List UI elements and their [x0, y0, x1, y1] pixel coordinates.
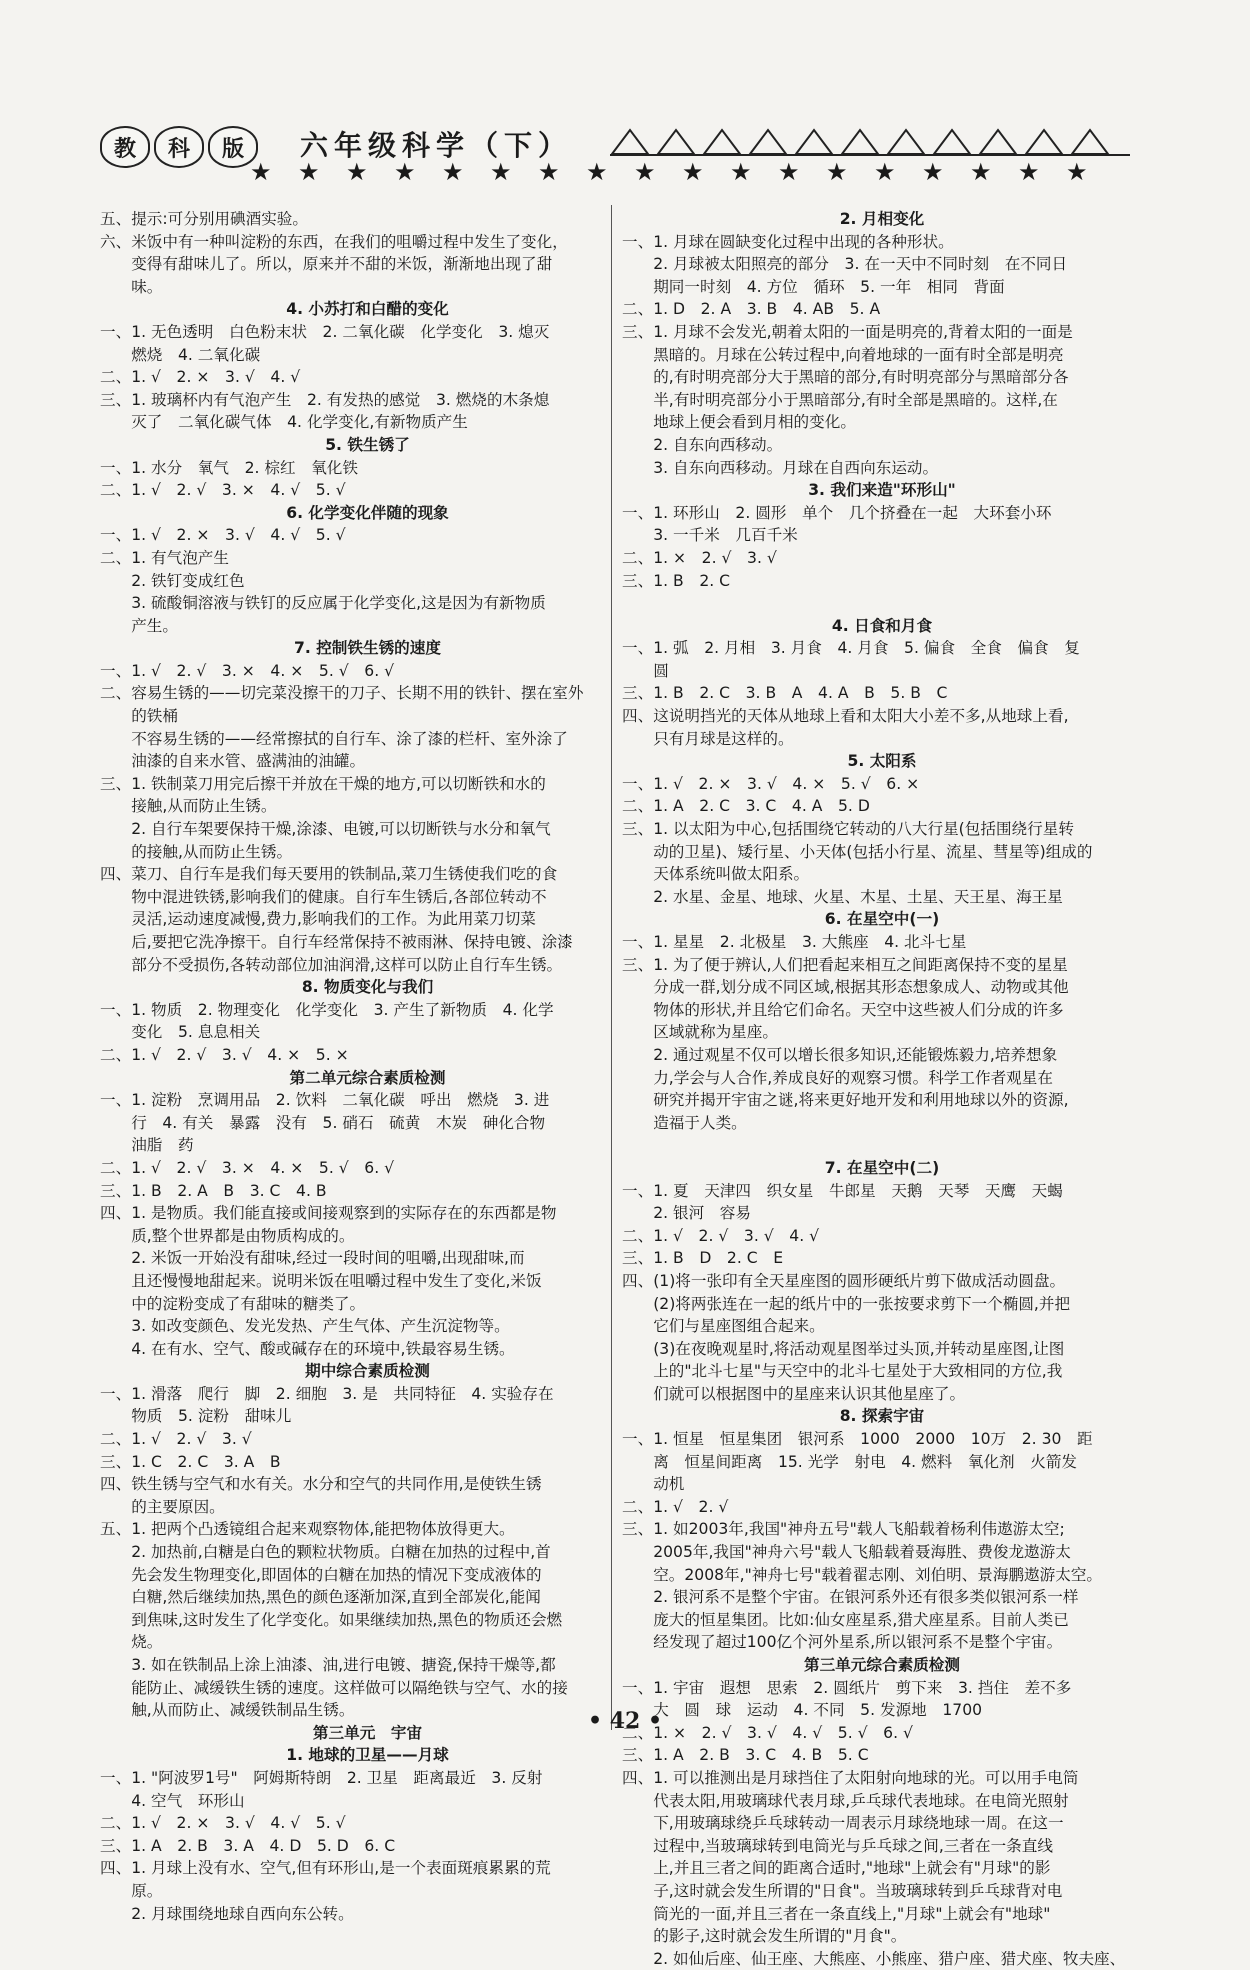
answer-line: 部分不受损伤,各转动部位加油润滑,这样可以防止自行车生锈。 [100, 955, 563, 974]
answer-line: 2. 加热前,白糖是白色的颗粒状物质。白糖在加热的过程中,首 [100, 1543, 551, 1562]
answer-line: 接触,从而防止生锈。 [100, 797, 277, 816]
answer-line: 能防止、减缓铁生锈的速度。这样做可以隔绝铁与空气、水的接 [100, 1678, 568, 1697]
answer-line: 二、1. √ 2. √ 3. √ 4. √ [622, 1226, 820, 1245]
edition-badges [100, 126, 258, 168]
section-heading: 6. 在星空中(一) [824, 910, 940, 929]
answer-line: 2. 银河系不是整个宇宙。在银河系外还有很多类似银河系一样 [622, 1588, 1079, 1607]
answer-line: 一、1. 宇宙 遐想 思索 2. 圆纸片 剪下来 3. 挡住 差不多 [622, 1678, 1072, 1697]
answer-line: 造福于人类。 [622, 1113, 747, 1132]
answer-line: 原。 [100, 1881, 163, 1900]
answer-line: 庞大的恒星集团。比如:仙女座星系,猎犬座星系。目前人类已 [622, 1610, 1069, 1629]
answer-line: 后,要把它洗净擦干。自行车经常保持不被雨淋、保持电镀、涂漆 [100, 933, 573, 951]
section-heading: 8. 探索宇宙 [839, 1407, 925, 1426]
section-heading: 4. 小苏打和白醋的变化 [286, 300, 449, 319]
svg-text:★: ★ [922, 158, 944, 184]
answer-line: 地球上便会看到月相的变化。 [622, 413, 856, 432]
answer-line: 二、容易生锈的——切完菜没擦干的刀子、长期不用的铁针、摆在室外 [100, 684, 584, 703]
answer-line: 天体系统叫做太阳系。 [622, 865, 810, 884]
svg-text:★: ★ [586, 158, 608, 184]
answer-line: 三、1. C 2. C 3. A B [100, 1452, 281, 1471]
svg-text:★: ★ [250, 158, 272, 184]
edition-badge: 科 [154, 126, 204, 168]
answer-line: 三、1. 玻璃杯内有气泡产生 2. 有发热的感觉 3. 燃烧的木条熄 [100, 390, 550, 409]
answer-line: 2. 月球被太阳照亮的部分 3. 在一天中不同时刻 在不同日 [622, 255, 1068, 274]
answer-line: 三、1. 月球不会发光,朝着太阳的一面是明亮的,背着太阳的一面是 [622, 322, 1073, 341]
answer-line: 行 4. 有关 暴露 没有 5. 硝石 硫黄 木炭 砷化合物 [100, 1113, 546, 1132]
answer-line: 3. 自东向西移动。月球在自西向东运动。 [622, 458, 939, 477]
answer-line: 动机 [622, 1475, 685, 1494]
answer-line: 物中混进铁锈,影响我们的健康。自行车生锈后,各部位转动不 [100, 887, 547, 906]
answer-line: 二、1. √ 2. √ 3. √ [100, 1430, 252, 1449]
answer-line: 物体的形状,并且给它们命名。天空中这些被人们分成的许多 [622, 1000, 1064, 1019]
section-heading: 2. 月相变化 [839, 210, 925, 228]
answer-line: 六、米饭中有一种叫淀粉的东西，在我们的咀嚼过程中发生了变化， [100, 232, 568, 251]
answer-line: 只有月球是这样的。 [622, 729, 794, 748]
answer-line: 四、1. 是物质。我们能直接或间接观察到的实际存在的东西都是物 [100, 1204, 557, 1223]
answer-line: 期同一时刻 4. 方位 循环 5. 一年 相同 背面 [622, 277, 1005, 296]
answer-column-right [622, 208, 1142, 1970]
section-heading: 第三单元综合素质检测 [804, 1656, 960, 1674]
answer-line: 二、1. √ 2. × 3. √ 4. √ [100, 368, 301, 387]
section-heading: 第三单元 宇宙 [312, 1723, 423, 1742]
answer-line: 3. 如改变颜色、发光发热、产生气体、产生沉淀物等。 [100, 1317, 510, 1336]
section-heading: 1. 地球的卫星——月球 [286, 1746, 449, 1765]
answer-line: 二、1. D 2. A 3. B 4. AB 5. A [622, 300, 881, 319]
svg-text:★: ★ [346, 158, 368, 184]
answer-line [622, 592, 1142, 615]
answer-line: 触,从而防止、减缓铁制品生锈。 [100, 1701, 355, 1720]
answer-line: 五、1. 把两个凸透镜组合起来观察物体,能把物体放得更大。 [100, 1520, 515, 1539]
answer-line: 空。2008年,"神舟七号"载着翟志刚、刘伯明、景海鹏遨游太空。 [622, 1565, 1103, 1584]
answer-line: 3. 如在铁制品上涂上油漆、油,进行电镀、搪瓷,保持干燥等,都 [100, 1656, 556, 1674]
answer-line: 灵活,运动速度减慢,费力,影响我们的工作。为此用菜刀切菜 [100, 910, 536, 929]
answer-line: 烧。 [100, 1633, 163, 1652]
answer-line: 三、1. 如2003年,我国"神舟五号"载人飞船载着杨利伟遨游太空; [622, 1520, 1065, 1539]
answer-line: 变化 5. 息息相关 [100, 1023, 261, 1042]
answer-line: 变得有甜味儿了。所以，原来并不甜的米饭，渐渐地出现了甜 [100, 255, 553, 274]
svg-text:★: ★ [442, 158, 464, 184]
answer-line: 3. 一千米 几百千米 [622, 526, 798, 545]
svg-text:★: ★ [874, 158, 896, 184]
svg-text:★: ★ [1018, 158, 1040, 184]
answer-line: 动的卫星)、矮行星、小天体(包括小行星、流星、彗星等)组成的 [622, 842, 1093, 861]
answer-line: 三、1. A 2. B 3. A 4. D 5. D 6. C [100, 1836, 396, 1855]
answer-line: 先会发生物理变化,即固体的白糖在加热的情况下变成液体的 [100, 1565, 542, 1584]
svg-text:★: ★ [490, 158, 512, 184]
edition-badge: 教 [100, 126, 150, 168]
answer-line [622, 1134, 1142, 1157]
answer-line: 4. 在有水、空气、酸或碱存在的环境中,铁最容易生锈。 [100, 1339, 515, 1358]
answer-line: (3)在夜晚观星时,将活动观星图举过头顶,并转动星座图,让图 [622, 1339, 1065, 1358]
answer-line: 一、1. 淀粉 烹调用品 2. 饮料 二氧化碳 呼出 燃烧 3. 进 [100, 1091, 550, 1110]
answer-line: 2005年,我国"神舟六号"载人飞船载着聂海胜、费俊龙遨游太 [622, 1543, 1071, 1562]
answer-line: 它们与星座图组合起来。 [622, 1317, 825, 1336]
answer-line: 一、1. 月球在圆缺变化过程中出现的各种形状。 [622, 232, 954, 251]
answer-line: 二、1. 有气泡产生 [100, 548, 229, 567]
answer-line: 一、1. 星星 2. 北极星 3. 大熊座 4. 北斗七星 [622, 933, 967, 951]
answer-line: 不容易生锈的——经常擦拭的自行车、涂了漆的栏杆、室外涂了 [100, 729, 568, 748]
answer-line: 2. 米饭一开始没有甜味,经过一段时间的咀嚼,出现甜味,而 [100, 1249, 525, 1268]
answer-line: 二、1. × 2. √ 3. √ [622, 548, 777, 567]
svg-text:★: ★ [394, 158, 416, 184]
answer-line: 一、1. √ 2. √ 3. × 4. × 5. √ 6. √ [100, 661, 395, 680]
section-heading: 期中综合素质检测 [305, 1362, 430, 1381]
answer-line: 力,学会与人合作,养成良好的观察习惯。科学工作者观星在 [622, 1068, 1053, 1087]
answer-line: 到焦味,这时发生了化学变化。如果继续加热,黑色的物质还会燃 [100, 1610, 563, 1629]
answer-line: 过程中,当玻璃球转到电筒光与乒乓球之间,三者在一条直线 [622, 1836, 1053, 1855]
section-heading: 第二单元综合素质检测 [289, 1068, 446, 1087]
answer-line: 经发现了超过100亿个河外星系,所以银河系不是整个宇宙。 [622, 1633, 1063, 1652]
answer-line: 二、1. × 2. √ 3. √ 4. √ 5. √ 6. √ [622, 1723, 913, 1742]
answer-line: 四、这说明挡光的天体从地球上看和太阳大小差不多,从地球上看, [622, 707, 1069, 726]
answer-line: 筒光的一面,并且三者在一条直线上,"月球"上就会有"地球" [622, 1904, 1051, 1923]
answer-line: 四、(1)将一张印有全天星座图的圆形硬纸片剪下做成活动圆盘。 [622, 1271, 1066, 1290]
answer-line: 子,这时就会发生所谓的"日食"。当玻璃球转到乒乓球背对电 [622, 1881, 1063, 1900]
answer-line: 分成一群,划分成不同区域,根据其形态想象成人、动物或其他 [622, 978, 1069, 997]
page-title: 六年级科学（下） [300, 129, 573, 162]
answer-line: 物质 5. 淀粉 甜味儿 [100, 1407, 292, 1426]
answer-line: 四、1. 可以推测出是月球挡住了太阳射向地球的光。可以用手电筒 [622, 1768, 1079, 1787]
answer-line: 大 圆 球 运动 4. 不同 5. 发源地 1700 [622, 1701, 983, 1720]
answer-line: 三、1. A 2. B 3. C 4. B 5. C [622, 1746, 869, 1765]
answer-line: 五、提示:可分别用碘酒实验。 [100, 210, 308, 228]
svg-text:★: ★ [538, 158, 560, 184]
column-divider [611, 205, 612, 1730]
answer-line: 二、1. √ 2. √ 3. √ 4. × 5. × [100, 1045, 349, 1064]
answer-line: 四、1. 月球上没有水、空气,但有环形山,是一个表面斑痕累累的荒 [100, 1859, 551, 1878]
answer-line: 燃烧 4. 二氧化碳 [100, 345, 261, 364]
answer-line: 2. 水星、金星、地球、火星、木星、土星、天王星、海王星 [622, 887, 1063, 906]
answer-line: 2. 银河 容易 [622, 1204, 751, 1223]
answer-line: 圆 [622, 661, 669, 680]
answer-line: 一、1. √ 2. × 3. √ 4. × 5. √ 6. × [622, 774, 920, 793]
answer-line: 4. 空气 环形山 [100, 1791, 245, 1810]
answer-line: 中的淀粉变成了有甜味的糖类了。 [100, 1294, 366, 1313]
svg-text:★: ★ [1066, 158, 1088, 184]
answer-line: (2)将两张连在一起的纸片中的一张按要求剪下一个椭圆,并把 [622, 1294, 1071, 1313]
answer-line: 代表太阳,用玻璃球代表月球,乒乓球代表地球。在电筒光照射 [622, 1791, 1069, 1810]
answer-line: 油脂 药 [100, 1136, 194, 1155]
answer-column-left [100, 208, 635, 1925]
svg-text:★: ★ [730, 158, 752, 184]
answer-line: 的接触,从而防止生锈。 [100, 842, 293, 861]
answer-line: 二、1. √ 2. × 3. √ 4. √ 5. √ [100, 1814, 346, 1833]
answer-line: 灭了 二氧化碳气体 4. 化学变化,有新物质产生 [100, 413, 468, 432]
answer-line: 2. 如仙后座、仙王座、大熊座、小熊座、猎户座、猎犬座、牧夫座、 [622, 1949, 1126, 1968]
svg-text:★: ★ [970, 158, 992, 184]
edition-badge: 版 [208, 126, 258, 168]
answer-line: 2. 通过观星不仅可以增长很多知识,还能锻炼毅力,培养想象 [622, 1045, 1058, 1064]
answer-line: 一、1. 无色透明 白色粉末状 2. 二氧化碳 化学变化 3. 熄灭 [100, 322, 550, 341]
section-heading: 6. 化学变化伴随的现象 [286, 503, 449, 522]
section-heading: 3. 我们来造"环形山" [808, 481, 956, 500]
answer-line: 的影子,这时就会发生所谓的"月食"。 [622, 1927, 907, 1946]
answer-line: 2. 铁钉变成红色 [100, 571, 245, 590]
answer-line: 油漆的自来水管、盛满油的油罐。 [100, 752, 366, 771]
answer-line: 离 恒星间距离 15. 光学 射电 4. 燃料 氧化剂 火箭发 [622, 1452, 1078, 1471]
answer-line: 区域就称为星座。 [622, 1023, 778, 1042]
section-heading: 7. 在星空中(二) [824, 1158, 940, 1177]
answer-line: 质,整个世界都是由物质构成的。 [100, 1226, 355, 1245]
section-heading: 7. 控制铁生锈的速度 [294, 639, 441, 658]
answer-line: 的铁桶 [100, 707, 178, 726]
answer-line: 黑暗的。月球在公转过程中,向着地球的一面有时全部是明亮 [622, 345, 1064, 364]
answer-line: 四、铁生锈与空气和水有关。水分和空气的共同作用,是使铁生锈 [100, 1475, 542, 1494]
answer-line: 白糖,然后继续加热,黑色的颜色逐渐加深,直到全部炭化,能闻 [100, 1588, 541, 1607]
answer-line: 一、1. √ 2. × 3. √ 4. √ 5. √ [100, 526, 346, 545]
section-heading: 5. 太阳系 [847, 752, 917, 771]
svg-text:★: ★ [682, 158, 704, 184]
answer-line: 上,并且三者之间的距离合适时,"地球"上就会有"月球"的影 [622, 1859, 1051, 1878]
answer-line: 三、1. B 2. C 3. B A 4. A B 5. B C [622, 684, 948, 703]
triangle-decoration [610, 126, 1130, 156]
svg-text:★: ★ [298, 158, 320, 184]
answer-line: 一、1. 滑落 爬行 脚 2. 细胞 3. 是 共同特征 4. 实验存在 [100, 1384, 554, 1403]
answer-line: 二、1. √ 2. √ [622, 1497, 729, 1516]
section-heading: 5. 铁生锈了 [325, 435, 410, 454]
answer-line: 一、1. 物质 2. 物理变化 化学变化 3. 产生了新物质 4. 化学 [100, 1000, 554, 1019]
answer-line: 二、1. √ 2. √ 3. × 4. √ 5. √ [100, 481, 346, 500]
section-heading: 4. 日食和月食 [831, 616, 933, 635]
answer-line: 一、1. 弧 2. 月相 3. 月食 4. 月食 5. 偏食 全食 偏食 复 [622, 639, 1080, 658]
answer-line: 下,用玻璃球绕乒乓球转动一周表示月球绕地球一周。在这一 [622, 1814, 1064, 1833]
answer-line: 二、1. √ 2. √ 3. × 4. × 5. √ 6. √ [100, 1158, 395, 1177]
page-number: • 42 • [587, 1708, 663, 1734]
star-row-decoration [250, 156, 1130, 184]
svg-text:★: ★ [634, 158, 656, 184]
answer-line: 2. 自行车架要保持干燥,涂漆、电镀,可以切断铁与水分和氧气 [100, 820, 551, 839]
answer-line: 的主要原因。 [100, 1497, 225, 1516]
answer-line: 二、1. A 2. C 3. C 4. A 5. D [622, 797, 870, 816]
answer-line: 一、1. 水分 氧气 2. 棕红 氧化铁 [100, 458, 358, 477]
section-heading: 8. 物质变化与我们 [301, 978, 434, 997]
answer-line: 三、1. 以太阳为中心,包括围绕它转动的八大行星(包括围绕行星转 [622, 820, 1074, 839]
svg-text:★: ★ [826, 158, 848, 184]
answer-line: 的,有时明亮部分大于黑暗的部分,有时明亮部分与黑暗部分各 [622, 368, 1069, 387]
answer-line: 味。 [100, 277, 163, 296]
answer-line: 一、1. 环形山 2. 圆形 单个 几个挤叠在一起 大环套小环 [622, 503, 1052, 522]
answer-line: 一、1. 恒星 恒星集团 银河系 1000 2000 10万 2. 30 距 [622, 1430, 1093, 1449]
answer-line: 三、1. B D 2. C E [622, 1249, 784, 1268]
answer-line: 三、1. B 2. C [622, 571, 731, 590]
answer-line: 四、菜刀、自行车是我们每天要用的铁制品,菜刀生锈使我们吃的食 [100, 865, 558, 884]
answer-line: 一、1. 夏 天津四 织女星 牛郎星 天鹅 天琴 天鹰 天蝎 [622, 1181, 1063, 1200]
answer-line: 三、1. 为了便于辨认,人们把看起来相互之间距离保持不变的星星 [622, 955, 1068, 974]
answer-line: 半,有时明亮部分小于黑暗部分,有时全部是黑暗的。这样,在 [622, 390, 1058, 409]
answer-line: 三、1. B 2. A B 3. C 4. B [100, 1181, 327, 1200]
answer-line: 2. 自东向西移动。 [622, 435, 783, 454]
answer-line: 且还慢慢地甜起来。说明米饭在咀嚼过程中发生了变化,米饭 [100, 1271, 542, 1290]
answer-line: 一、1. "阿波罗1号" 阿姆斯特朗 2. 卫星 距离最近 3. 反射 [100, 1768, 543, 1787]
answer-line: 们就可以根据图中的星座来认识其他星座了。 [622, 1384, 966, 1403]
answer-line: 三、1. 铁制菜刀用完后擦干并放在干燥的地方,可以切断铁和水的 [100, 774, 546, 793]
answer-line: 研究并揭开宇宙之谜,将来更好地开发和利用地球以外的资源, [622, 1091, 1069, 1110]
page-header [90, 118, 1140, 188]
answer-line: 3. 硫酸铜溶液与铁钉的反应属于化学变化,这是因为有新物质 [100, 594, 546, 613]
answer-line: 产生。 [100, 616, 178, 635]
answer-line: 2. 月球围绕地球自西向东公转。 [100, 1904, 354, 1923]
answer-line: 上的"北斗七星"与天空中的北斗七星处于大致相同的方位,我 [622, 1362, 1063, 1381]
svg-text:★: ★ [778, 158, 800, 184]
